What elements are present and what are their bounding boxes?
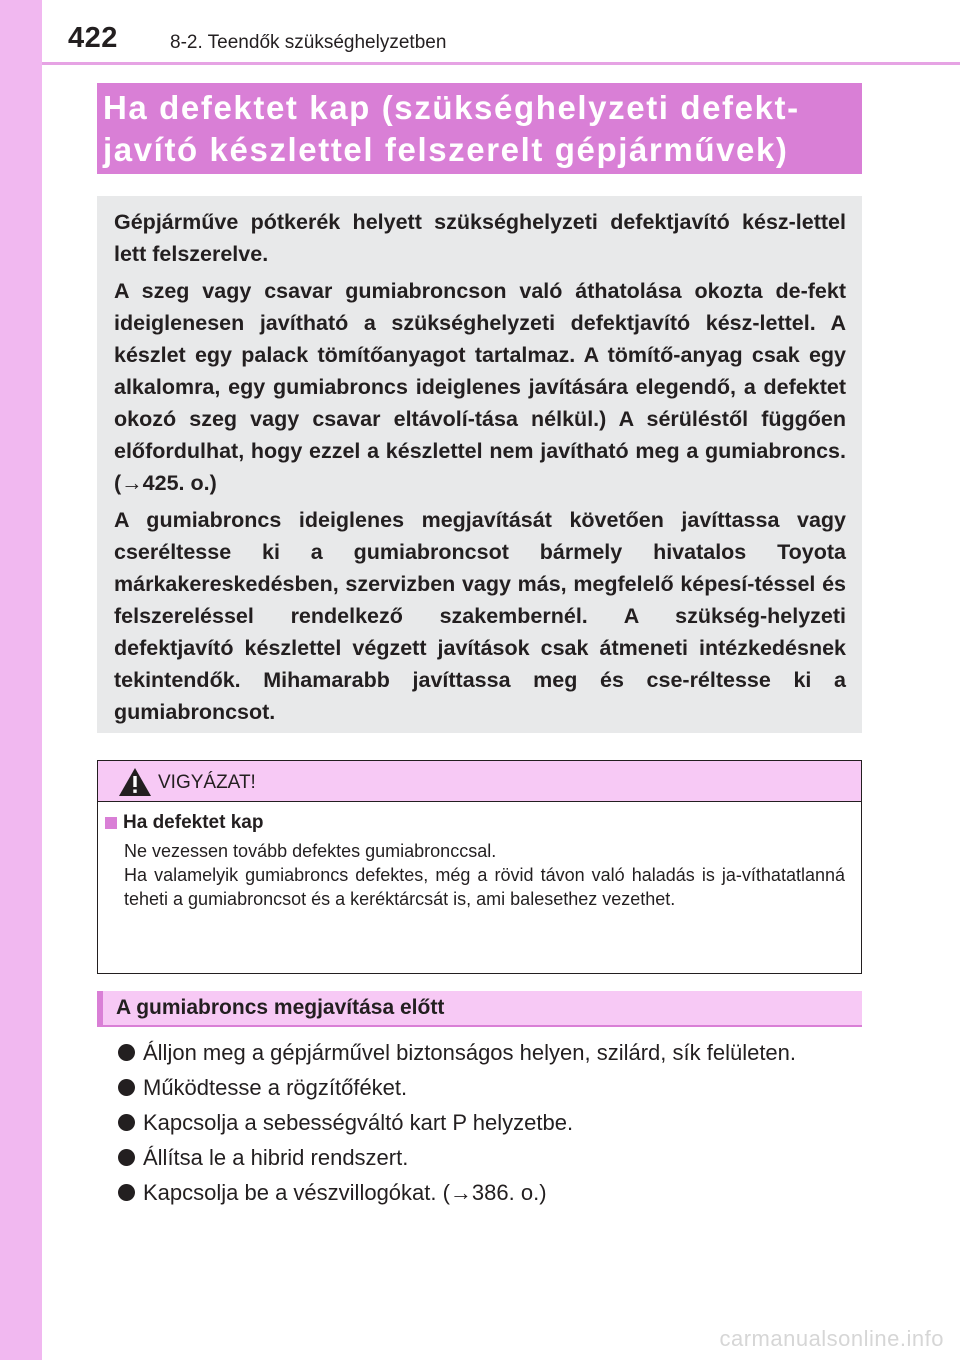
list-item-text: Működtesse a rögzítőféket. xyxy=(143,1075,408,1100)
warning-body xyxy=(98,802,861,911)
watermark: carmanualsonline.info xyxy=(719,1326,944,1351)
list-item-text: Állítsa le a hibrid rendszert. xyxy=(143,1145,409,1170)
page-title-banner xyxy=(97,83,862,174)
bullet-dot-icon xyxy=(118,1184,135,1201)
header-rule xyxy=(42,62,960,65)
list-item xyxy=(118,1070,858,1105)
list-item xyxy=(118,1035,858,1070)
warning-title: VIGYÁZAT! xyxy=(158,772,256,793)
bullet-dot-icon xyxy=(118,1149,135,1166)
subsection-header xyxy=(97,991,862,1027)
list-item xyxy=(118,1105,858,1140)
bullet-dot-icon xyxy=(118,1079,135,1096)
page-title-line-1: Ha defektet kap (szükséghelyzeti defekt- xyxy=(103,89,800,126)
warning-line-2: Ha valamelyik gumiabroncs defektes, még a rövid távon való haladás is ja-víthatatlanná teheti a gumiabroncsot és a keréktárcsát is, ami balesethez vezethet. xyxy=(124,865,845,909)
intro-paragraph-2: A szeg vagy csavar gumiabroncson való áthatolása okozta de-fekt ideiglenesen javítható a szükséghelyzeti defektjavító kész-lettel. A készlet egy palack tömítőanyagot tartalmaz. A tömítő-anyag csak egy alkalomra, egy gumiabroncs ideiglenes javítására elegendő, a defektet okozó szeg vagy csavar eltávolí-tása nélkül.) A sérüléstől függően előfordulhat, hogy ezzel a készlettel nem javítható meg a gumiabroncs. (→425. o.) xyxy=(114,279,846,495)
warning-text xyxy=(124,839,845,911)
preparation-steps-list xyxy=(118,1035,858,1210)
list-item-text: Kapcsolja a sebességváltó kart P helyzetbe. xyxy=(143,1110,574,1135)
list-item xyxy=(118,1140,858,1175)
intro-paragraph-3: A gumiabroncs ideiglenes megjavítását követően javíttassa vagy cseréltesse ki a gumiabroncsot bármely hivatalos Toyota márkakereskedésben, szervizben vagy más, megfelelő képesí-téssel és felszereléssel rendelkező szakembernél. A szükség-helyzeti defektjavító készlettel végzett javítások csak átmeneti intézkedésnek tekintendők. Mihamarabb javíttassa meg és cse-réltesse ki a gumiabroncsot. xyxy=(114,508,846,724)
warning-subhead-text: Ha defektet kap xyxy=(123,812,264,833)
page-number: 422 xyxy=(68,22,118,54)
warning-triangle-icon xyxy=(118,767,152,797)
warning-box xyxy=(97,760,862,974)
page-title-line-2: javító készlettel felszerelt gépjárművek) xyxy=(103,131,789,168)
side-color-strip xyxy=(0,0,42,1360)
warning-header xyxy=(98,761,861,802)
square-bullet-icon xyxy=(105,817,117,829)
list-item-text: Kapcsolja be a vészvillogókat. (→386. o.) xyxy=(143,1180,547,1205)
section-label: 8-2. Teendők szükséghelyzetben xyxy=(170,32,447,53)
list-item xyxy=(118,1175,858,1210)
intro-box xyxy=(97,196,862,733)
intro-paragraph-1: Gépjárműve pótkerék helyett szükséghelyzeti defektjavító kész-lettel lett felszerelve. xyxy=(114,210,846,266)
subsection-title: A gumiabroncs megjavítása előtt xyxy=(116,996,445,1019)
warning-line-1: Ne vezessen tovább defektes gumiabronccsal. xyxy=(124,841,497,861)
bullet-dot-icon xyxy=(118,1114,135,1131)
bullet-dot-icon xyxy=(118,1044,135,1061)
list-item-text: Álljon meg a gépjárművel biztonságos helyen, szilárd, sík felületen. xyxy=(143,1040,797,1065)
warning-subhead xyxy=(105,812,845,834)
